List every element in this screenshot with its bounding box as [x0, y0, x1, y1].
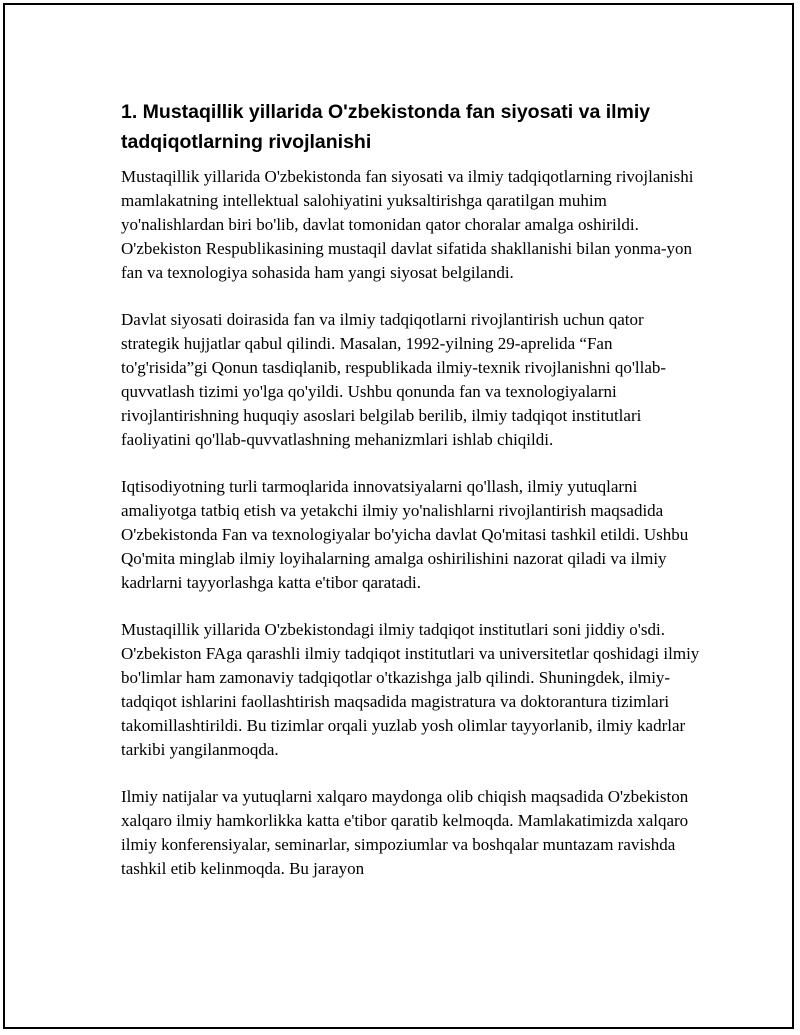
- paragraph-5: Ilmiy natijalar va yutuqlarni xalqaro maydonga olib chiqish maqsadida O'zbekiston xalqaro ilmiy hamkorlikka katta e'tibor qaratib kelmoqda. Mamlakatimizda xalqaro ilmiy konferensiyalar, seminarlar, simpoziumlar va boshqalar muntazam ravishda tashkil etib kelinmoqda. Bu jarayon: [121, 787, 689, 878]
- document-page: [3, 3, 794, 1029]
- document-content: [121, 97, 701, 904]
- paragraph-2: Davlat siyosati doirasida fan va ilmiy tadqiqotlarni rivojlantirish uchun qator strategik hujjatlar qabul qilindi. Masalan, 1992-yilning 29-aprelida “Fan to'g'risida”gi Qonun tasdiqlanib, respublikada ilmiy-texnik rivojlanishni qo'llab-quvvatlash tizimi yo'lga qo'yildi. Ushbu qonunda fan va texnologiyalarni rivojlantirishning huquqiy asoslari belgilab berilib, ilmiy tadqiqot institutlari faoliyatini qo'llab-quvvatlashning mehanizmlari ishlab chiqildi.: [121, 310, 667, 449]
- paragraph-4: Mustaqillik yillarida O'zbekistondagi ilmiy tadqiqot institutlari soni jiddiy o'sdi. O'zbekiston FAga qarashli ilmiy tadqiqot institutlari va universitetlar qoshidagi ilmiy bo'limlar ham zamonaviy tadqiqotlar o'tkazishga jalb qilindi. Shuningdek, ilmiy-tadqiqot ishlarini faollashtirish maqsadida magistratura va doktorantura tizimlari takomillashtirildi. Bu tizimlar orqali yuzlab yosh olimlar tayyorlanib, ilmiy kadrlar tarkibi yangilanmoqda.: [121, 620, 700, 759]
- section-heading: 1. Mustaqillik yillarida O'zbekistonda fan siyosati va ilmiy tadqiqotlarning rivojlanishi: [121, 101, 651, 153]
- paragraph-1: Mustaqillik yillarida O'zbekistonda fan siyosati va ilmiy tadqiqotlarning rivojlanishi mamlakatning intellektual salohiyatini yuksaltirishga qaratilgan muhim yo'nalishlardan biri bo'lib, davlat tomonidan qator choralar amalga oshirildi. O'zbekiston Respublikasining mustaqil davlat sifatida shakllanishi bilan yonma-yon fan va texnologiya sohasida ham yangi siyosat belgilandi.: [121, 167, 694, 282]
- paragraph-3: Iqtisodiyotning turli tarmoqlarida innovatsiyalarni qo'llash, ilmiy yutuqlarni amaliyotga tatbiq etish va yetakchi ilmiy yo'nalishlarni rivojlantirish maqsadida O'zbekistonda Fan va texnologiyalar bo'yicha davlat Qo'mitasi tashkil etildi. Ushbu Qo'mita minglab ilmiy loyihalarning amalga oshirilishini nazorat qiladi va ilmiy kadrlarni tayyorlashga katta e'tibor qaratadi.: [121, 477, 689, 592]
